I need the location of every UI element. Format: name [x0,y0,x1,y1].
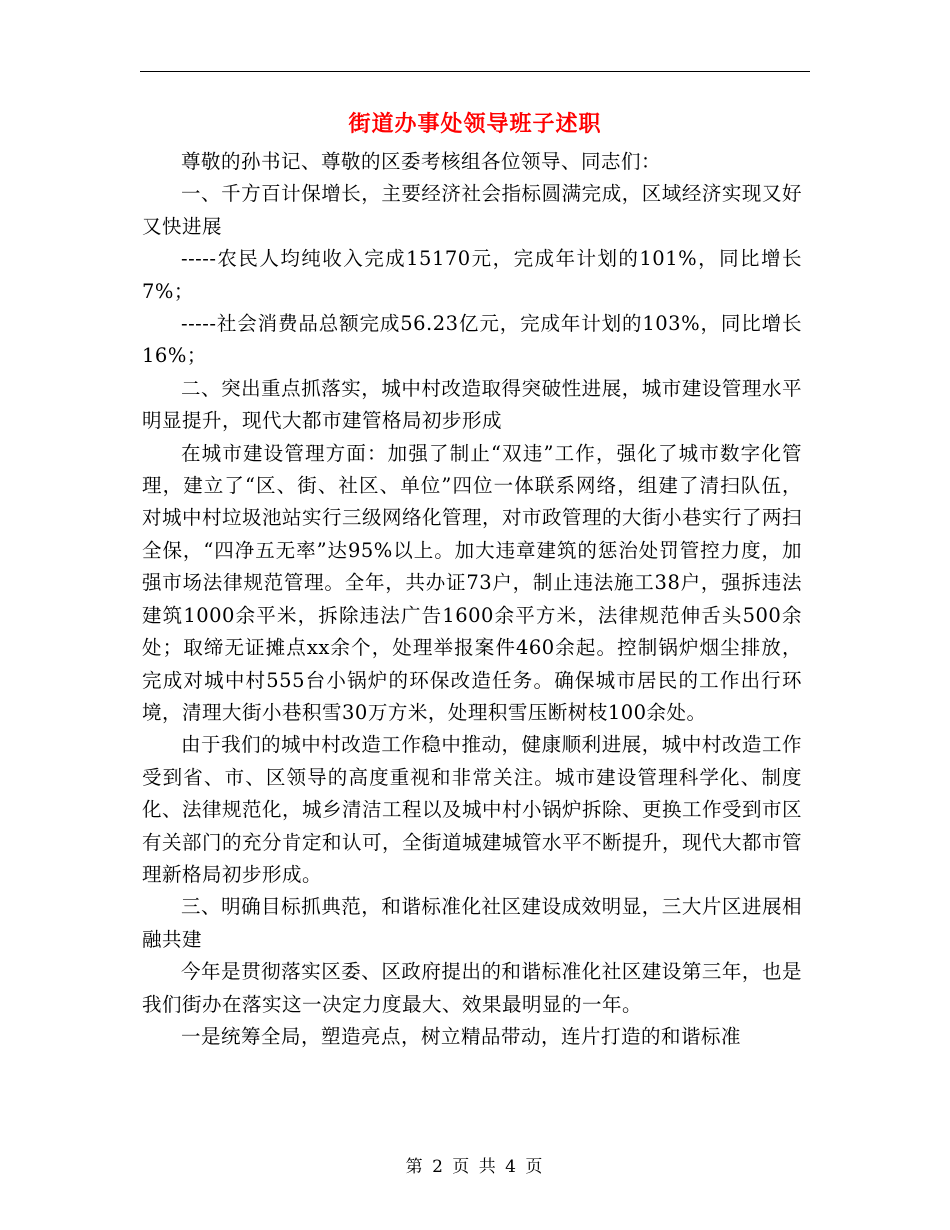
document-body [142,146,802,1053]
paragraph: 一是统筹全局，塑造亮点，树立精品带动，连片打造的和谐标准 [181,1024,742,1048]
paragraph: 三、明确目标抓典范，和谐标准化社区建设成效明显，三大片区进展相融共建 [142,895,802,951]
document-title: 街道办事处领导班子述职 [348,111,602,137]
header-rule [140,71,810,72]
paragraph: 今年是贯彻落实区委、区政府提出的和谐标准化社区建设第三年，也是我们街办在落实这一决定力度最大、效果最明显的一年。 [142,960,802,1016]
paragraph: 一、千方百计保增长，主要经济社会指标圆满完成，区域经济实现又好又快进展 [142,182,802,238]
paragraph: 由于我们的城中村改造工作稳中推动，健康顺利进展，城中村改造工作受到省、市、区领导的高度重视和非常关注。城市建设管理科学化、制度化、法律规范化，城乡清洁工程以及城中村小锅炉拆除、更换工作受到市区有关部门的充分肯定和认可，全街道城建城管水平不断提升，现代大都市管理新格局初步形成。 [142,733,803,886]
page-number-footer: 第 2 页 共 4 页 [405,1157,545,1177]
paragraph: -----农民人均纯收入完成15170元，完成年计划的101%，同比增长7%； [142,247,802,303]
paragraph: 尊敬的孙书记、尊敬的区委考核组各位领导、同志们： [181,150,662,173]
paragraph: 在城市建设管理方面：加强了制止“双违”工作，强化了城市数字化管理，建立了“区、街、社区、单位”四位一体联系网络，组建了清扫队伍，对城中村垃圾池站实行三级网络化管理，对市政管理的大街小巷实行了两扫全保，“四净五无率”达95%以上。加大违章建筑的惩治处罚管控力度，加强市场法律规范管理。全年，共办证73户，制止违法施工38户，强拆违法建筑1000余平米，拆除违法广告1600余平方米，法律规范伸舌头500余处；取缔无证摊点xx余个，处理举报案件460余起。控制锅炉烟尘排放，完成对城中村555台小锅炉的环保改造任务。确保城市居民的工作出行环境，清理大街小巷积雪30万方米，处理积雪压断树枝100余处。 [142,441,803,724]
paragraph: 二、突出重点抓落实，城中村改造取得突破性进展，城市建设管理水平明显提升，现代大都市建管格局初步形成 [142,376,802,433]
paragraph: -----社会消费品总额完成56.23亿元，完成年计划的103%，同比增长16%； [142,312,802,368]
